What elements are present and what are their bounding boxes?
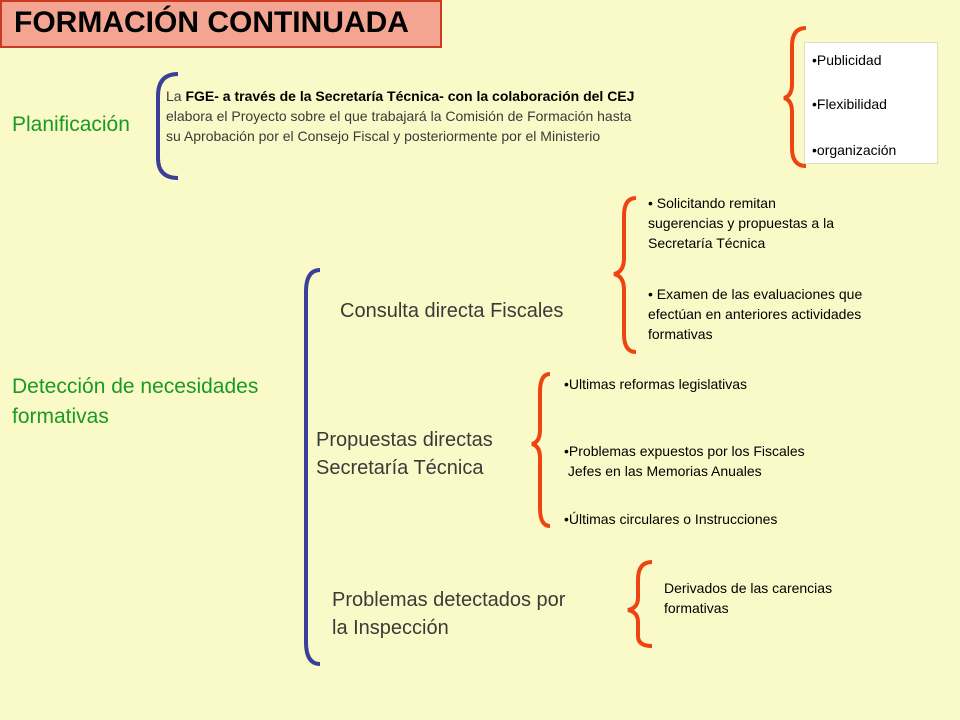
deteccion-label-line2: formativas bbox=[12, 405, 109, 428]
planificacion-text-bold: FGE- a través de la Secretaría Técnica- con la colaboración del CEJ bbox=[185, 88, 635, 104]
planificacion-text-prefix: La bbox=[166, 88, 186, 104]
consulta-item-2-line2: efectúan en anteriores actividades bbox=[648, 306, 862, 322]
propuestas-label-line2: Secretaría Técnica bbox=[316, 457, 484, 479]
page-title: FORMACIÓN CONTINUADA bbox=[14, 6, 409, 39]
item-flexibilidad: •Flexibilidad bbox=[812, 96, 887, 112]
planificacion-label: Planificación bbox=[12, 113, 130, 136]
item-publicidad: •Publicidad bbox=[812, 52, 882, 68]
problemas-item-line1: Derivados de las carencias bbox=[664, 580, 833, 596]
brace-consulta bbox=[614, 198, 636, 352]
propuestas-item-1: •Ultimas reformas legislativas bbox=[564, 376, 748, 392]
consulta-item-1 bbox=[648, 193, 834, 253]
propuestas-label bbox=[316, 426, 493, 482]
item-organizacion: •organización bbox=[812, 142, 897, 158]
consulta-item-1-line1: • Solicitando remitan bbox=[648, 195, 776, 211]
propuestas-item-2-line2: Jefes en las Memorias Anuales bbox=[564, 463, 762, 479]
problemas-label-line1: Problemas detectados por bbox=[332, 589, 566, 611]
consulta-label: Consulta directa Fiscales bbox=[340, 300, 564, 322]
propuestas-item-3: •Últimas circulares o Instrucciones bbox=[564, 511, 778, 527]
planificacion-text-line2: elabora el Proyecto sobre el que trabajará la Comisión de Formación hasta bbox=[166, 108, 632, 124]
problemas-label bbox=[332, 586, 565, 642]
propuestas-item-2-line1: •Problemas expuestos por los Fiscales bbox=[564, 443, 805, 459]
deteccion-label-line1: Detección de necesidades bbox=[12, 375, 259, 398]
problemas-item bbox=[664, 578, 832, 618]
consulta-item-1-line2: sugerencias y propuestas a la bbox=[648, 215, 834, 231]
consulta-item-2-line1: • Examen de las evaluaciones que bbox=[648, 286, 863, 302]
planificacion-text-line3: su Aprobación por el Consejo Fiscal y posteriormente por el Ministerio bbox=[166, 128, 601, 144]
brace-propuestas bbox=[532, 374, 550, 526]
problemas-label-line2: la Inspección bbox=[332, 617, 449, 639]
problemas-item-line2: formativas bbox=[664, 600, 729, 616]
brace-problemas bbox=[628, 562, 652, 646]
consulta-item-2-line3: formativas bbox=[648, 326, 713, 342]
consulta-item-2 bbox=[648, 284, 862, 344]
propuestas-label-line1: Propuestas directas bbox=[316, 429, 493, 451]
propuestas-item-2 bbox=[564, 441, 805, 481]
planificacion-text bbox=[166, 86, 796, 146]
deteccion-label bbox=[12, 372, 258, 432]
consulta-item-1-line3: Secretaría Técnica bbox=[648, 235, 766, 251]
